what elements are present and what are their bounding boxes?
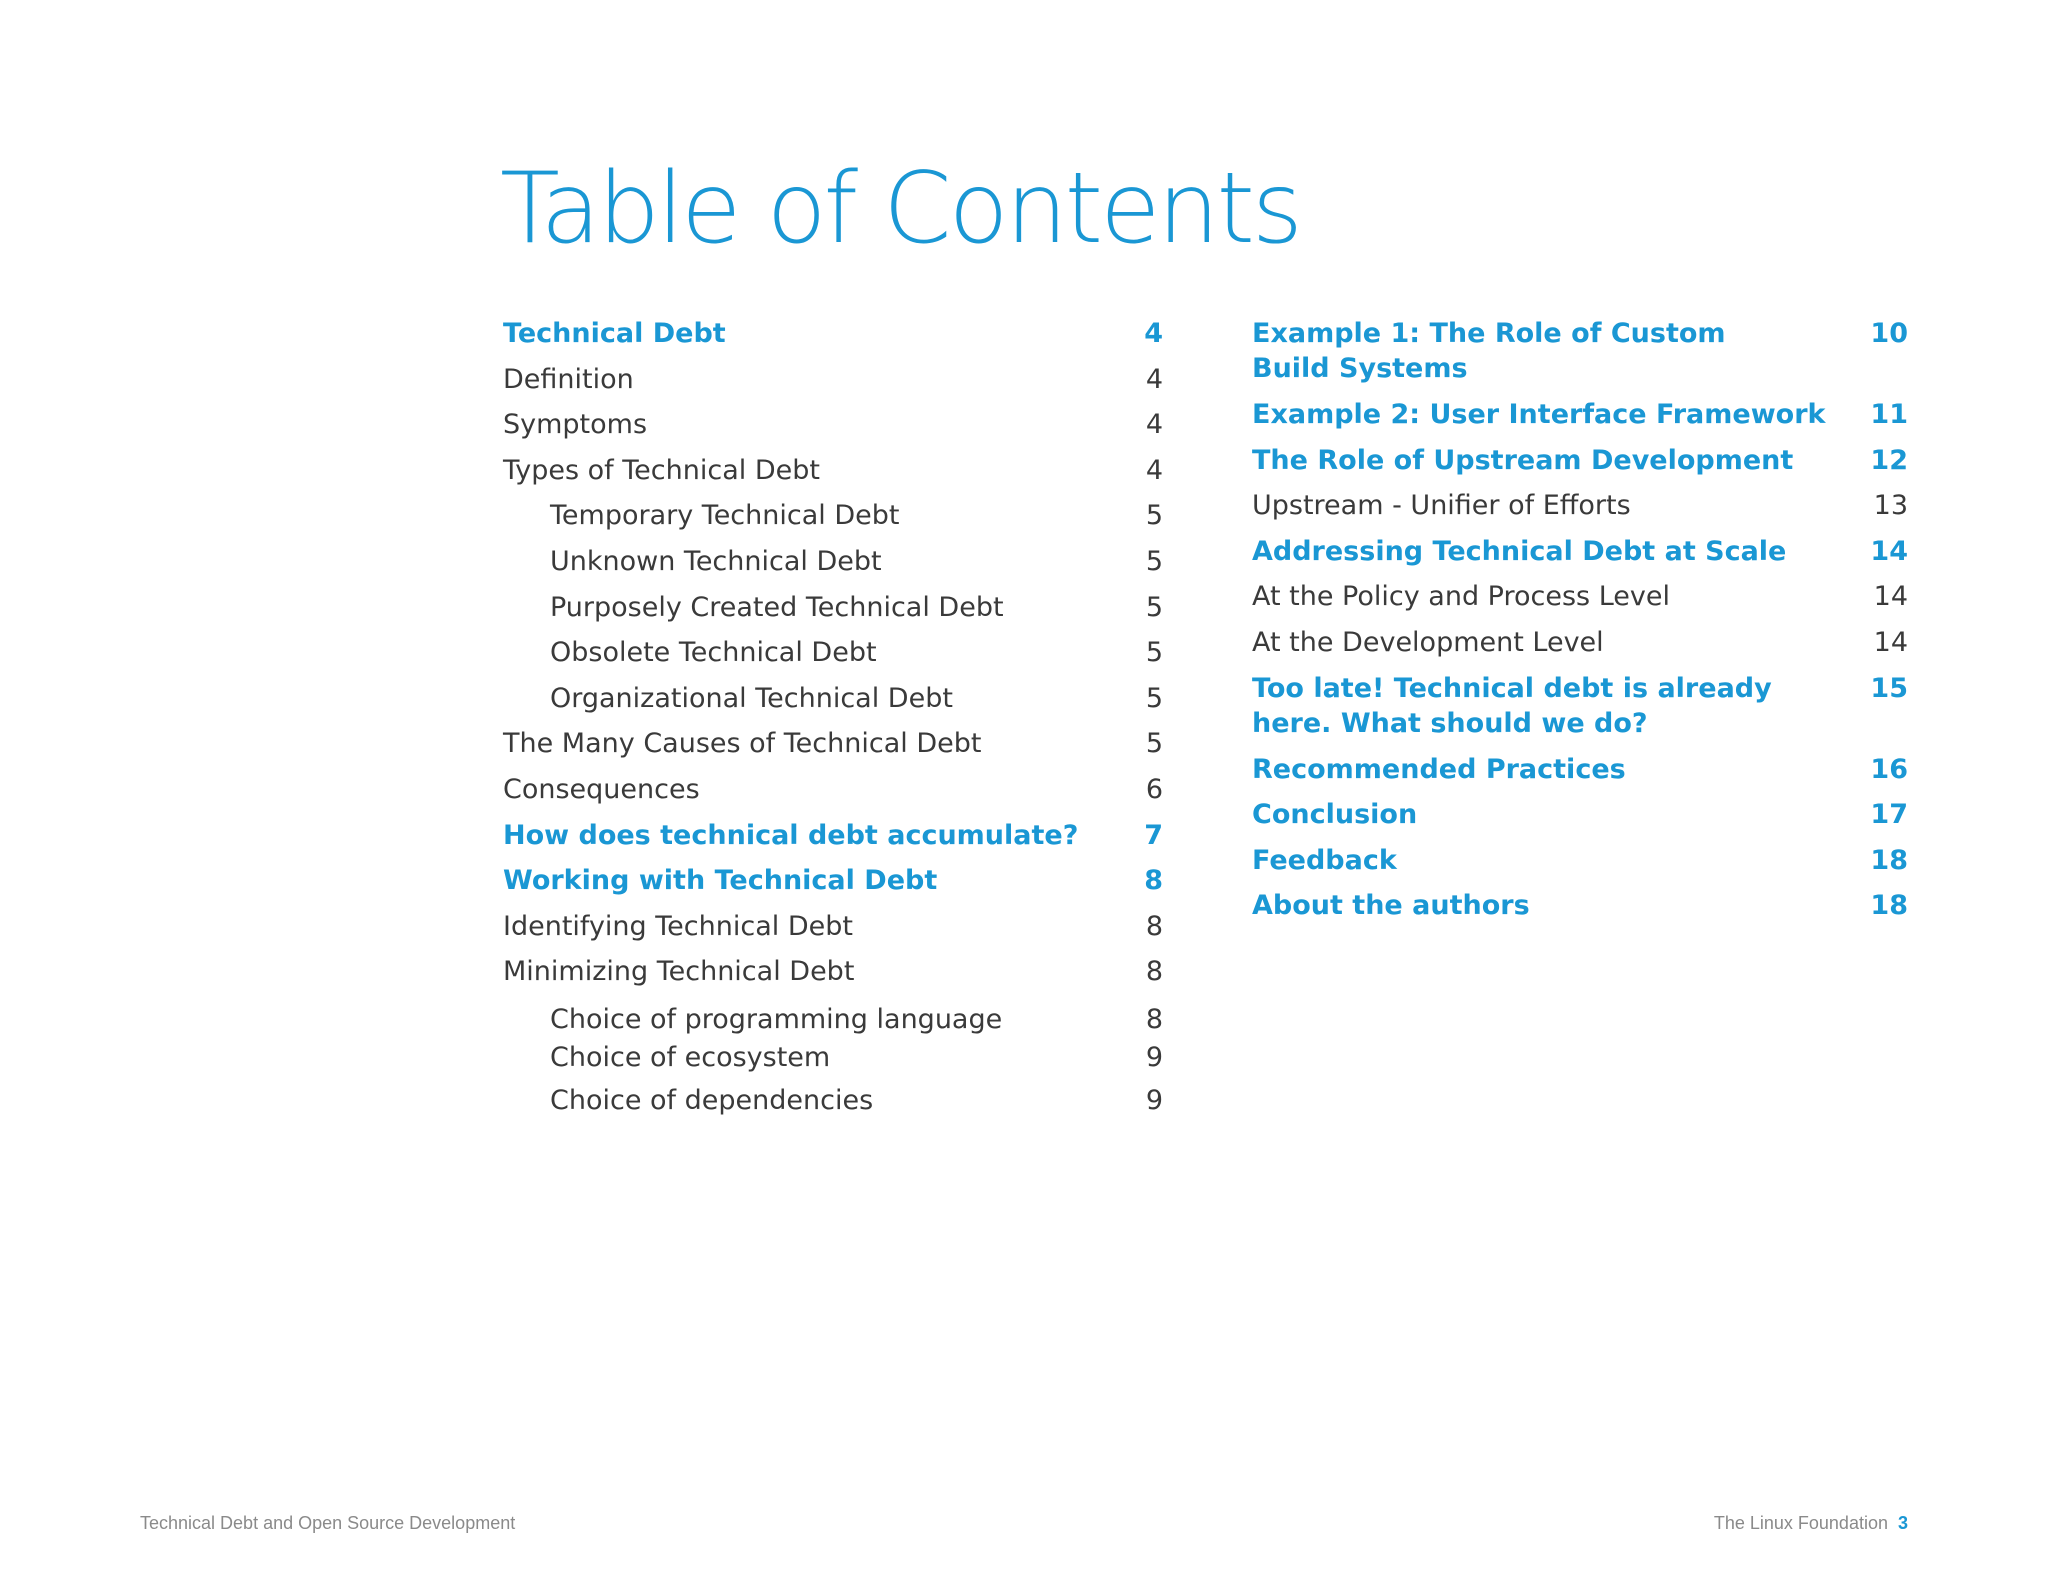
toc-entry-page: 8: [1145, 956, 1163, 988]
toc-entry[interactable]: [503, 585, 1163, 631]
toc-entry[interactable]: [503, 539, 1163, 585]
toc-entry[interactable]: [1252, 529, 1908, 575]
toc-entry-label: Feedback: [1252, 844, 1397, 876]
toc-entry-label: Types of Technical Debt: [503, 454, 820, 486]
toc-entry-label: Addressing Technical Debt at Scale: [1252, 535, 1787, 567]
toc-column-right: [1252, 311, 1908, 929]
toc-entry[interactable]: [1252, 666, 1908, 747]
toc-entry[interactable]: [1252, 574, 1908, 620]
toc-entry-label: Example 2: User Interface Framework: [1252, 399, 1826, 430]
toc-entry-label: Unknown Technical Debt: [550, 545, 882, 577]
toc-entry[interactable]: [503, 767, 1163, 813]
toc-entry[interactable]: [503, 1078, 1163, 1124]
toc-entry-page: 4: [1145, 363, 1163, 395]
toc-entry-page: 12: [1870, 444, 1908, 476]
toc-entry[interactable]: [503, 721, 1163, 767]
toc-column-left: [503, 311, 1163, 1124]
toc-entry-label: Recommended Practices: [1252, 753, 1626, 785]
toc-entry-page: 14: [1870, 535, 1908, 567]
toc-entry[interactable]: [1252, 747, 1908, 793]
toc-entry-page: 5: [1145, 545, 1163, 577]
toc-entry-page: 6: [1145, 773, 1163, 805]
toc-entry-page: 10: [1870, 318, 1908, 349]
toc-entry-page: 9: [1145, 1084, 1163, 1116]
toc-entry-label: Symptoms: [503, 409, 648, 441]
toc-entry-page: 7: [1144, 819, 1163, 851]
toc-entry-page: 8: [1144, 865, 1163, 897]
toc-entry[interactable]: [503, 630, 1163, 676]
toc-entry-page: 8: [1145, 910, 1163, 942]
toc-entry-page: 13: [1873, 490, 1908, 522]
toc-entry-label: At the Policy and Process Level: [1252, 581, 1670, 613]
toc-entry-label: Choice of ecosystem: [550, 1041, 831, 1073]
toc-entry-label: How does technical debt accumulate?: [503, 819, 1079, 851]
toc-entry[interactable]: [503, 311, 1163, 357]
toc-entry[interactable]: [1252, 792, 1908, 838]
toc-entry[interactable]: [1252, 620, 1908, 666]
toc-entry[interactable]: [503, 858, 1163, 904]
toc-entry-label: The Many Causes of Technical Debt: [503, 728, 982, 760]
toc-entry-label: Working with Technical Debt: [503, 865, 938, 897]
toc-entry-page: 18: [1870, 890, 1908, 922]
toc-entry-page: 5: [1145, 728, 1163, 760]
toc-entry[interactable]: [1252, 883, 1908, 929]
toc-entry-label: Temporary Technical Debt: [550, 500, 900, 532]
toc-entry-label: Consequences: [503, 773, 700, 805]
toc-entry-page: 11: [1870, 399, 1908, 430]
toc-entry-label: About the authors: [1252, 890, 1530, 922]
toc-entry[interactable]: [503, 676, 1163, 722]
toc-entry-page: 4: [1144, 318, 1163, 349]
toc-entry[interactable]: [1252, 311, 1908, 392]
toc-entry-label: Organizational Technical Debt: [550, 682, 953, 714]
toc-entry-page: 15: [1870, 672, 1908, 704]
toc-entry-label: Conclusion: [1252, 799, 1418, 831]
toc-entry[interactable]: [503, 813, 1163, 859]
toc-entry-page: 5: [1145, 591, 1163, 623]
footer-document-title: Technical Debt and Open Source Development: [140, 1513, 516, 1533]
toc-entry[interactable]: [503, 357, 1163, 403]
toc-entry[interactable]: [1252, 838, 1908, 884]
toc-entry[interactable]: [503, 493, 1163, 539]
toc-entry-label: Example 1: The Role of Custom Build Systems: [1252, 318, 1726, 384]
footer-publisher: The Linux Foundation: [1713, 1513, 1888, 1533]
footer-right: [1714, 1513, 1908, 1534]
toc-entry-label: Upstream - Unifier of Efforts: [1252, 490, 1631, 522]
toc-entry-label: Purposely Created Technical Debt: [550, 591, 1004, 623]
toc-entry-page: 14: [1873, 581, 1908, 613]
toc-entry-label: Obsolete Technical Debt: [550, 637, 877, 669]
toc-entry-page: 5: [1145, 637, 1163, 669]
toc-entry-page: 4: [1145, 454, 1163, 486]
toc-entry[interactable]: [503, 1002, 1163, 1038]
toc-entry-label: Identifying Technical Debt: [503, 910, 853, 942]
toc-entry-page: 4: [1145, 409, 1163, 441]
toc-entry[interactable]: [1252, 392, 1908, 438]
toc-entry[interactable]: [503, 448, 1163, 494]
toc-entry-page: 16: [1870, 753, 1908, 785]
toc-entry-page: 5: [1145, 682, 1163, 714]
toc-entry-label: The Role of Upstream Development: [1252, 444, 1794, 476]
toc-entry-page: 14: [1873, 626, 1908, 658]
toc-entry[interactable]: [503, 949, 1163, 995]
toc-entry-label: At the Development Level: [1252, 626, 1604, 658]
toc-entry[interactable]: [503, 1038, 1163, 1078]
toc-entry[interactable]: [1252, 483, 1908, 529]
toc-entry-page: 8: [1145, 1003, 1163, 1035]
page-title: Table of Contents: [500, 152, 1300, 266]
toc-entry-page: 9: [1145, 1041, 1163, 1073]
toc-entry-page: 18: [1870, 844, 1908, 876]
toc-entry[interactable]: [503, 402, 1163, 448]
toc-entry-label: Minimizing Technical Debt: [503, 956, 855, 988]
toc-entry-label: Too late! Technical debt is already here. What should we do?: [1252, 672, 1772, 739]
toc-entry-label: Choice of programming language: [550, 1003, 1003, 1035]
toc-entry-page: 5: [1145, 500, 1163, 532]
footer-page-number: 3: [1897, 1513, 1908, 1533]
toc-entry-label: Technical Debt: [503, 318, 726, 349]
toc-entry[interactable]: [503, 904, 1163, 950]
toc-entry-label: Choice of dependencies: [550, 1084, 874, 1116]
toc-entry-page: 17: [1870, 799, 1908, 831]
toc-entry-label: Definition: [503, 363, 634, 395]
toc-entry[interactable]: [1252, 438, 1908, 484]
